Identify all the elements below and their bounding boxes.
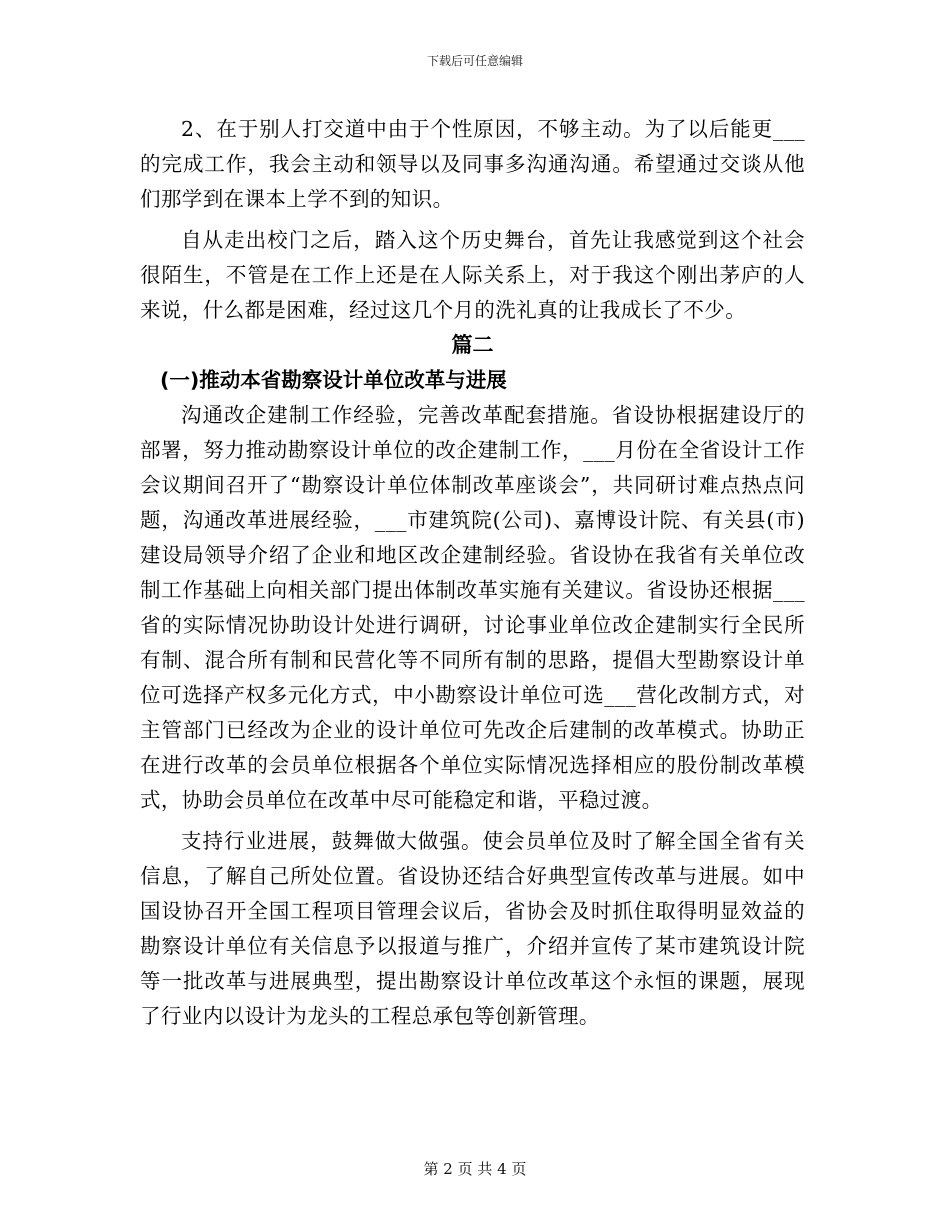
paragraph-2: 自从走出校门之后，踏入这个历史舞台，首先让我感觉到这个社会很陌生，不管是在工作上还是在人际关系上，对于我这个刚出茅庐的人来说，什么都是困难，经过这几个月的洗礼真的让我成长了不少。 bbox=[140, 228, 805, 322]
chapter-title: 篇二 bbox=[451, 333, 494, 357]
section-title: (一)推动本省勘察设计单位改革与进展 bbox=[160, 368, 507, 392]
document-body bbox=[140, 112, 805, 1034]
paragraph-3: 沟通改企建制工作经验，完善改革配套措施。省设协根据建设厅的部署，努力推动勘察设计单位的改企建制工作，___月份在全省设计工作会议期间召开了“勘察设计单位体制改革座谈会”，共同研讨难点热点问题，沟通改革进展经验，___市建筑院(公司)、嘉博设计院、有关县(市)建设局领导介绍了企业和地区改企建制经验。省设协在我省有关单位改制工作基础上向相关部门提出体制改革实施有关建议。省设协还根据___省的实际情况协助设计处进行调研，讨论事业单位改企建制实行全民所有制、混合所有制和民营化等不同所有制的思路，提倡大型勘察设计单位可选择产权多元化方式，中小勘察设计单位可选___营化改制方式，对主管部门已经改为企业的设计单位可先改企后建制的改革模式。协助正在进行改革的会员单位根据各个单位实际情况选择相应的股份制改革模式，协助会员单位在改革中尽可能稳定和谐，平稳过渡。 bbox=[140, 403, 805, 812]
page-header-note: 下载后可任意编辑 bbox=[426, 54, 523, 68]
paragraph-4: 支持行业进展，鼓舞做大做强。使会员单位及时了解全国全省有关信息，了解自己所处位置。省设协还结合好典型宣传改革与进展。如中国设协召开全国工程项目管理会议后，省协会及时抓住取得明显效益的勘察设计单位有关信息予以报道与推广，介绍并宣传了某市建筑设计院等一批改革与进展典型，提出勘察设计单位改革这个永恒的课题，展现了行业内以设计为龙头的工程总承包等创新管理。 bbox=[140, 829, 805, 1028]
paragraph-1: 2、在于别人打交道中由于个性原因，不够主动。为了以后能更___的完成工作，我会主动和领导以及同事多沟通沟通。希望通过交谈从他们那学到在课本上学不到的知识。 bbox=[140, 117, 805, 211]
page-footer-number: 第 2 页 共 4 页 bbox=[423, 1160, 527, 1178]
